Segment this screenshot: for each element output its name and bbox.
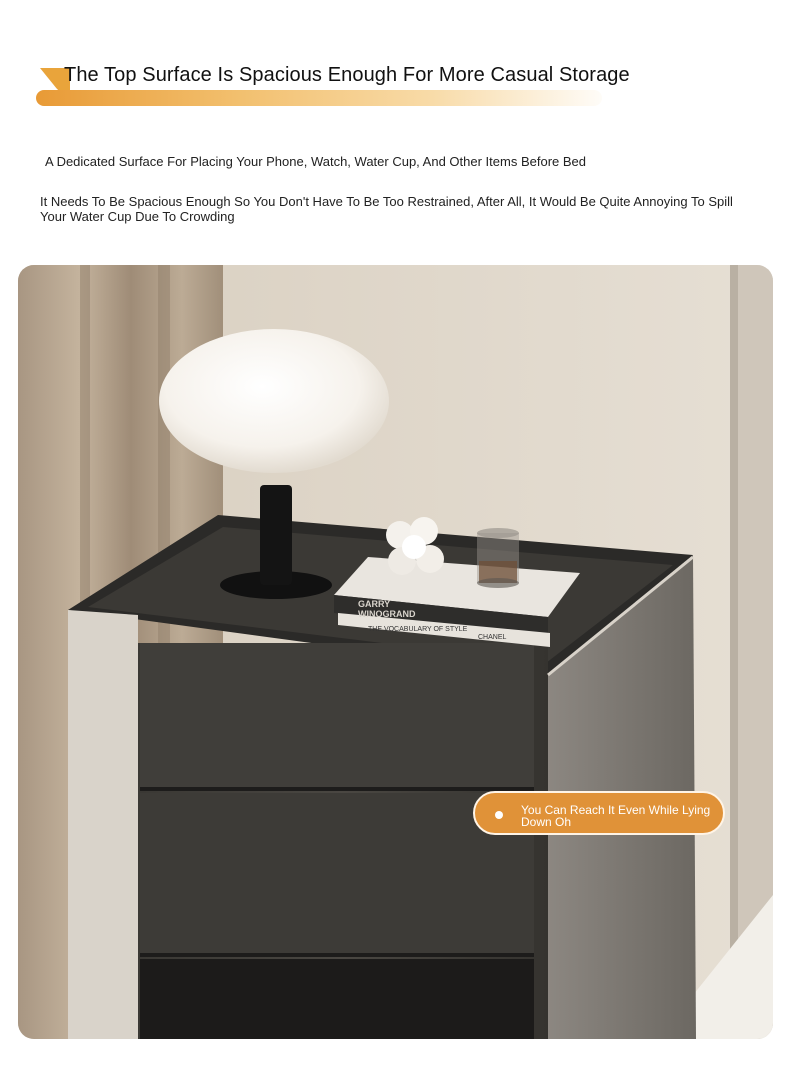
nightstand-left-frame: [68, 610, 138, 1039]
lamp-globe: [159, 329, 389, 473]
feature-callout: [473, 791, 725, 835]
product-photo: [18, 265, 773, 1039]
title-underline-bar: [36, 90, 602, 106]
open-shelf: [140, 959, 534, 1039]
callout-text: You Can Reach It Even While Lying Down Oh: [521, 803, 711, 829]
lamp-stem: [260, 485, 292, 585]
intro-body: It Needs To Be Spacious Enough So You Don't Have To Be Too Restrained, After All, It Would Be Quite Annoying To Spill Your Water Cup Due To Crowding: [40, 194, 733, 224]
book-text-chanel: CHANEL: [478, 634, 507, 641]
page-title: The Top Surface Is Spacious Enough For More Casual Storage: [64, 64, 630, 86]
callout-dot-icon: [495, 811, 503, 819]
water-glass: [477, 528, 519, 588]
intro-subtitle: A Dedicated Surface For Placing Your Phone, Watch, Water Cup, And Other Items Before Bed: [45, 154, 586, 169]
top-drawer: [140, 643, 534, 787]
book-text-garry: GARRY: [358, 599, 391, 609]
book-text-vocabulary: THE VOCABULARY OF STYLE: [368, 626, 468, 633]
book-text-winogrand: WINOGRAND: [358, 609, 416, 619]
